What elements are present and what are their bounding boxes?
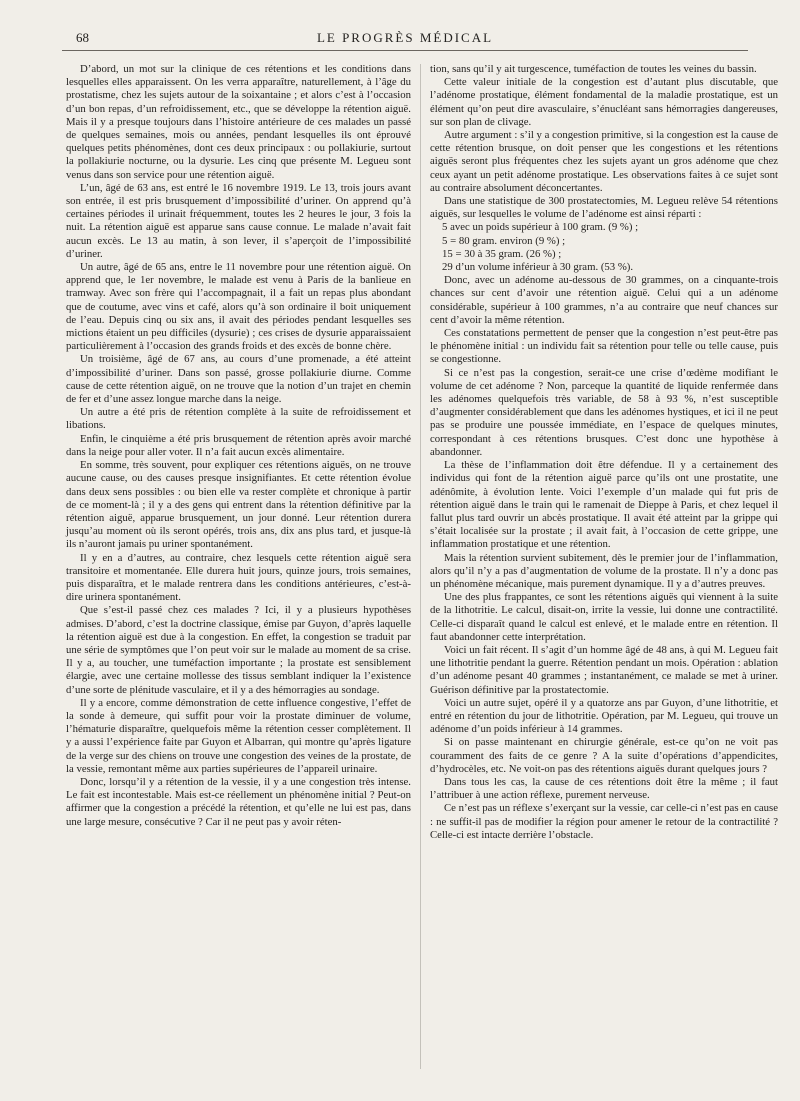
paragraph: Que s’est-il passé chez ces malades ? Ici, il y a plusieurs hypothèses admises. D’abord, c’est la doctrine classique, émise par Guyon, d’après laquelle la rétention aiguë est due à la congestion. En effet, la congestion se traduit par une série de symptômes que l’on peut voir sur le malade au moment de sa crise. Il y a, au toucher, une tuméfaction importante ; la prostate est sensiblement élargie, avec une certaine mollesse des tissus semblant indiquer la l’existence d’une sorte de plénitude vasculaire, et il y a des hémorragies au sondage. — [66, 604, 411, 696]
paragraph: tion, sans qu’il y ait turgescence, tuméfaction de toutes les veines du bassin. — [430, 63, 757, 75]
paragraph: L’un, âgé de 63 ans, est entré le 16 novembre 1919. Le 13, trois jours avant son entrée, il est pris brusquement d’impossibilité d’uriner. On apprend qu’à certaines périodes il urinait fréquemment, toutes les 2 heures le jour, 3 fois la nuit. La rétention aiguë est apparue sans cause connue. Le malade n’avait fait aucun excès. Le 13 au matin, à son lever, il s’aperçoit de l’impossibilité d’uriner. — [66, 181, 411, 260]
paragraph: Si ce n’est pas la congestion, serait-ce une crise d’œdème modifiant le volume de cet adénome ? Non, parceque la quantité de liquide renfermée dans les adénomes quelquefois très variable, de 58 à 93 %, n’est susceptible d’augmenter considérablement que dans les adénomes hystiques, et ici il ne peut pas se produire une poussée immédiate, en l’espace de quelques minutes, correspondant à ces rétentions brusques. C’est donc une hypothèse à abandonner. — [430, 366, 778, 458]
paragraph: Voici un fait récent. Il s’agit d’un homme âgé de 48 ans, à qui M. Legueu fait une lithotritie pendant la guerre. Rétention pendant un mois. Opération : ablation d’un adénome pesant 40 grammes ; instantanément, ce malade se met à uriner. Guérison définitive par la prostatectomie. — [430, 643, 778, 696]
paragraph: La thèse de l’inflammation doit être défendue. Il y a certainement des individus qui font de la rétention aiguë parce qu’ils ont une prostatite, une adénômite, à évolution lente. Voici l’exemple d’un malade qui fut pris de rétention aiguë dans le train qui le ramenait de Dieppe à Paris, et chez lequel il fallut plus tard ouvrir un abcès prostatique. Il avait été atteint par la grippe qui s’était localisée sur la prostate ; il avait fait, à l’occasion de cette grippe, une inflammation prostatique et une rétention. — [430, 459, 778, 551]
left-column — [66, 63, 411, 829]
page-number: 68 — [76, 30, 89, 45]
paragraph: 15 = 30 à 35 gram. (26 %) ; — [442, 247, 562, 260]
paragraph: Voici un autre sujet, opéré il y a quatorze ans par Guyon, d’une lithotritie, et entré en rétention du jour de lithotritie. Opération, par M. Legueu, qui trouve un adénome d’un poids inférieur à 14 grammes. — [430, 696, 778, 736]
paragraph: Il y en a d’autres, au contraire, chez lesquels cette rétention aiguë sera transitoire et momentanée. Elle durera huit jours, quinze jours, trois semaines, puis disparaîtra, et le malade rentrera dans les conditions antérieures, c’est-à-dire urinera spontanément. — [66, 551, 411, 604]
paragraph: Dans une statistique de 300 prostatectomies, M. Legueu relève 54 rétentions aiguës, sur lesquelles le volume de l’adénome est ainsi réparti : — [430, 195, 778, 221]
paragraph: Autre argument : s’il y a congestion primitive, si la congestion est la cause de cette rétention brusque, on doit penser que les congestions et les rétentions aiguës seront plus fréquentes chez les sujets ayant un gros adénome que chez ceux ayant un petit adénome prostatique. Les observations faites à ce sujet sont au contraire absolument déconcertantes. — [430, 129, 778, 194]
paragraph: Un troisième, âgé de 67 ans, au cours d’une promenade, a été atteint d’impossibilité d’uriner. Dans son passé, grosse pollakiurie diurne. Comme cause de cette rétention aiguë, on ne trouve que la notion d’un trajet en chemin de fer et d’une assez longue marche dans la neige. — [66, 353, 411, 406]
paragraph: Un autre a été pris de rétention complète à la suite de refroidissement et libations. — [66, 406, 411, 432]
paragraph: Enfin, le cinquième a été pris brusquement de rétention après avoir marché dans la neige pour aller voter. Il n’a fait aucun excès alimentaire. — [66, 432, 411, 458]
paragraph: En somme, très souvent, pour expliquer ces rétentions aiguës, on ne trouve aucune cause, ou des causes presque insignifiantes. Et cette rétention évolue dans deux sens possibles : ou bien elle va rester complète et chronique à partir de ce moment-là ; il y a des gens qui entrent dans la rétention définitive par la rétention aiguë, apparue brusquement, un jour donné. Leur rétention durera jusqu’au moment où ils seront opérés, trois ans, dix ans plus tard, et jusque-là ils n’auront jamais pu uriner spontanément. — [66, 459, 411, 551]
paragraph: Ce n’est pas un réflexe s’exerçant sur la vessie, car celle-ci n’est pas en cause : ne suffit-il pas de modifier la région pour amener le retour de la contractilité ? Celle-ci est intacte derrière l’obstacle. — [430, 802, 778, 841]
column-divider — [420, 64, 421, 1069]
right-column — [430, 63, 778, 842]
paragraph: Un autre, âgé de 65 ans, entre le 11 novembre pour une rétention aiguë. On apprend que, le 1er novembre, le malade est venu à Paris de la banlieue en tramway. Avec son frère qui l’accompagnait, il a fait un repas plus abondant que de coutume, avec vins et café, alors qu’à son ordinaire il boit uniquement de l’eau. Depuis cinq ou six ans, il avait des périodes pendant lesquelles ses mictions étaient un peu difficiles (dysurie) ; ces crises de dysurie apparaissaient particulièrement à l’occasion des grands froids et des excès de bonne chère. — [66, 261, 411, 353]
paragraph: D’abord, un mot sur la clinique de ces rétentions et les conditions dans lesquelles elles apparaissent. On les verra apparaître, naturellement, à l’âge du prostatisme, chez les sujets autour de la soixantaine ; et alors c’est à l’occasion d’un bon repas, d’un refroidissement, etc., que se développe la rétention aiguë. Mais il y a presque toujours dans l’histoire antérieure de ces malades un passé de quelques semaines, mois ou années, pendant lesquelles ils ont éprouvé quelques petits phénomènes, dont ces deux principaux : ou pollakiurie, surtout la pollakiurie nocturne, ou la dysurie. Les cinq que présente M. Legueu sont venus dans son service pour une rétention aiguë. — [66, 63, 411, 181]
paragraph: 29 d’un volume inférieur à 30 gram. (53 %). — [442, 261, 634, 274]
paragraph: Mais la rétention survient subitement, dès le premier jour de l’inflammation, alors qu’il n’y a pas d’augmentation de volume de la prostate. Il n’y a donc pas un phénomène mécanique, mais purement dynamique. Il y a d’autres preuves. — [430, 551, 778, 590]
page-header — [62, 28, 748, 51]
paragraph: Il y a encore, comme démonstration de cette influence congestive, l’effet de la sonde à demeure, qui suffit pour voir la prostate diminuer de volume, l’hématurie disparaître, quelquefois même la rétention cesser complètement. Il y a aussi l’expérience faite par Guyon et Albarran, qui montre qu’après ligature de la verge sur des chiens on trouve une congestion des veines de la prostate, de la vessie, remontant même aux parties supérieures de l’appareil urinaire. — [66, 696, 411, 775]
running-title: LE PROGRÈS MÉDICAL — [316, 30, 494, 45]
paragraph: Une des plus frappantes, ce sont les rétentions aiguës qui viennent à la suite de la lithotritie. Le calcul, disait-on, irrite la vessie, lui donne une contractilité. Celle-ci disparaît quand le calcul est enlevé, et le malade entre en rétention. Il faut abandonner cette interprétation. — [430, 591, 778, 643]
paragraph: Ces constatations permettent de penser que la congestion n’est peut-être pas le phénomène initial : un individu fait sa rétention pour telle ou telle cause, puis se congestionne. — [430, 327, 778, 366]
paragraph: Cette valeur initiale de la congestion est d’autant plus discutable, que l’adénome prostatique, élément fondamental de la maladie prostatique, est un élément qu’on peut dire avasculaire, s’énucléant sans hémorragies dangereuses, sur son plan de clivage. — [430, 76, 778, 128]
paragraph: Donc, lorsqu’il y a rétention de la vessie, il y a une congestion très intense. Le fait est incontestable. Mais est-ce réellement un phénomène initial ? Peut-on affirmer que la congestion a précédé la rétention, et qu’elle ne lui est pas, dans une large mesure, consécutive ? Car il ne peut pas y avoir réten- — [66, 775, 411, 828]
paragraph: Donc, avec un adénome au-dessous de 30 grammes, on a cinquante-trois chances sur cent d’avoir une rétention aiguë. Celui qui a un adénome considérable, supérieur à 100 grammes, n’a au contraire que neuf chances sur cent d’avoir la même rétention. — [430, 274, 778, 326]
paragraph: 5 = 80 gram. environ (9 %) ; — [442, 234, 566, 247]
paragraph: Si on passe maintenant en chirurgie générale, est-ce qu’on ne voit pas couramment des faits de ce genre ? A la suite d’opérations d’appendicites, d’hydrocèles, etc. Ne voit-on pas des rétentions aiguës durant quelques jours ? — [430, 736, 778, 775]
paragraph: Dans tous les cas, la cause de ces rétentions doit être la même ; il faut l’attribuer à une action réflexe, purement nerveuse. — [430, 775, 778, 802]
paragraph: 5 avec un poids supérieur à 100 gram. (9 %) ; — [442, 221, 639, 234]
